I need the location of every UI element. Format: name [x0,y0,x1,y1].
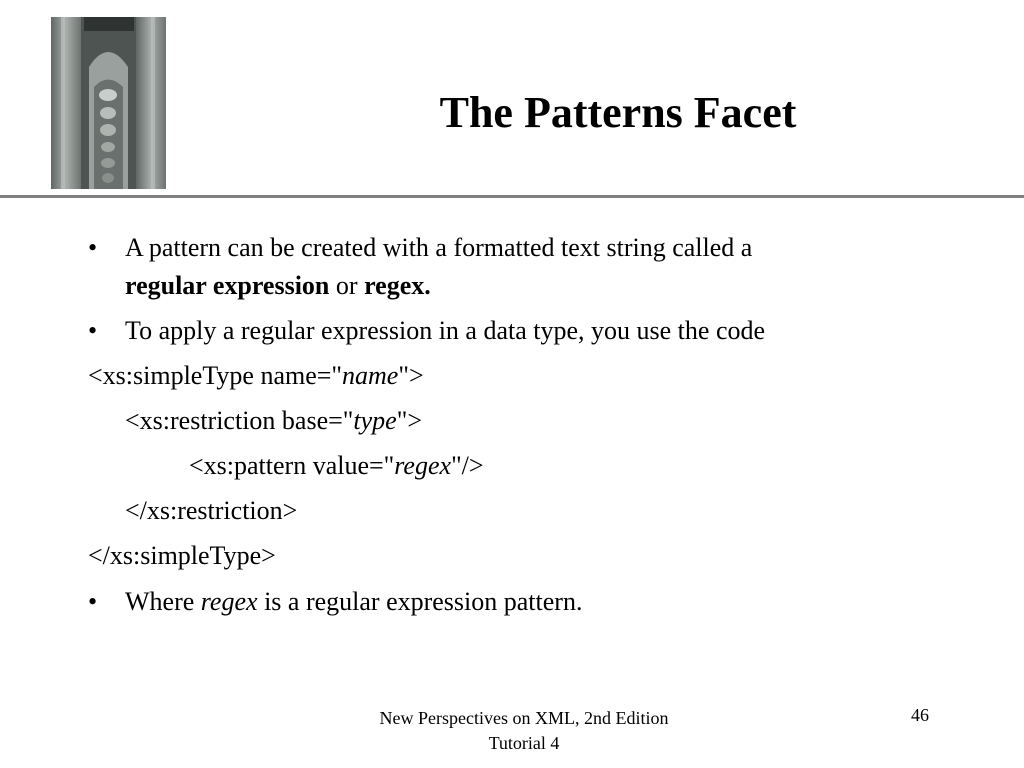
bullet-marker: • [88,233,98,262]
code-variable: name [342,361,399,390]
code-variable: type [353,406,397,435]
code-text: "/> [451,451,484,480]
bullet1-line2 [125,271,431,301]
code-variable: regex [394,451,452,480]
bullet3-text [125,587,582,617]
bullet3-prefix: Where [125,587,201,616]
code-text: <xs:simpleType name=" [88,361,343,390]
code-line-4: </xs:restriction> [125,496,298,525]
bullet2-text: To apply a regular expression in a data type, you use the code [125,316,766,345]
term-regex-italic: regex [200,587,258,616]
header-divider [0,195,1024,198]
bridge-arches-photo [51,17,166,189]
footer-tutorial: Tutorial 4 [488,733,560,753]
footer-book-title: New Perspectives on XML, 2nd Edition [379,708,669,728]
bullet-marker: • [88,587,98,616]
slide-footer [324,706,724,756]
page-number: 46 [911,705,929,725]
code-text: <xs:restriction base=" [125,406,354,435]
code-text: "> [396,406,422,435]
slide-title: The Patterns Facet [439,88,797,137]
term-regex: regex. [364,271,431,300]
code-line-3 [189,451,484,481]
code-line-5: </xs:simpleType> [88,541,276,570]
code-text: <xs:pattern value=" [189,451,395,480]
connector-text: or [329,271,365,300]
bullet1-line1: A pattern can be created with a formatted text string called a [125,233,753,262]
bullet3-suffix: is a regular expression pattern. [257,587,583,616]
code-text: "> [398,361,424,390]
code-line-1 [88,361,424,391]
bullet-marker: • [88,316,98,345]
code-line-2 [125,406,422,436]
term-regular-expression: regular expression [125,271,330,300]
